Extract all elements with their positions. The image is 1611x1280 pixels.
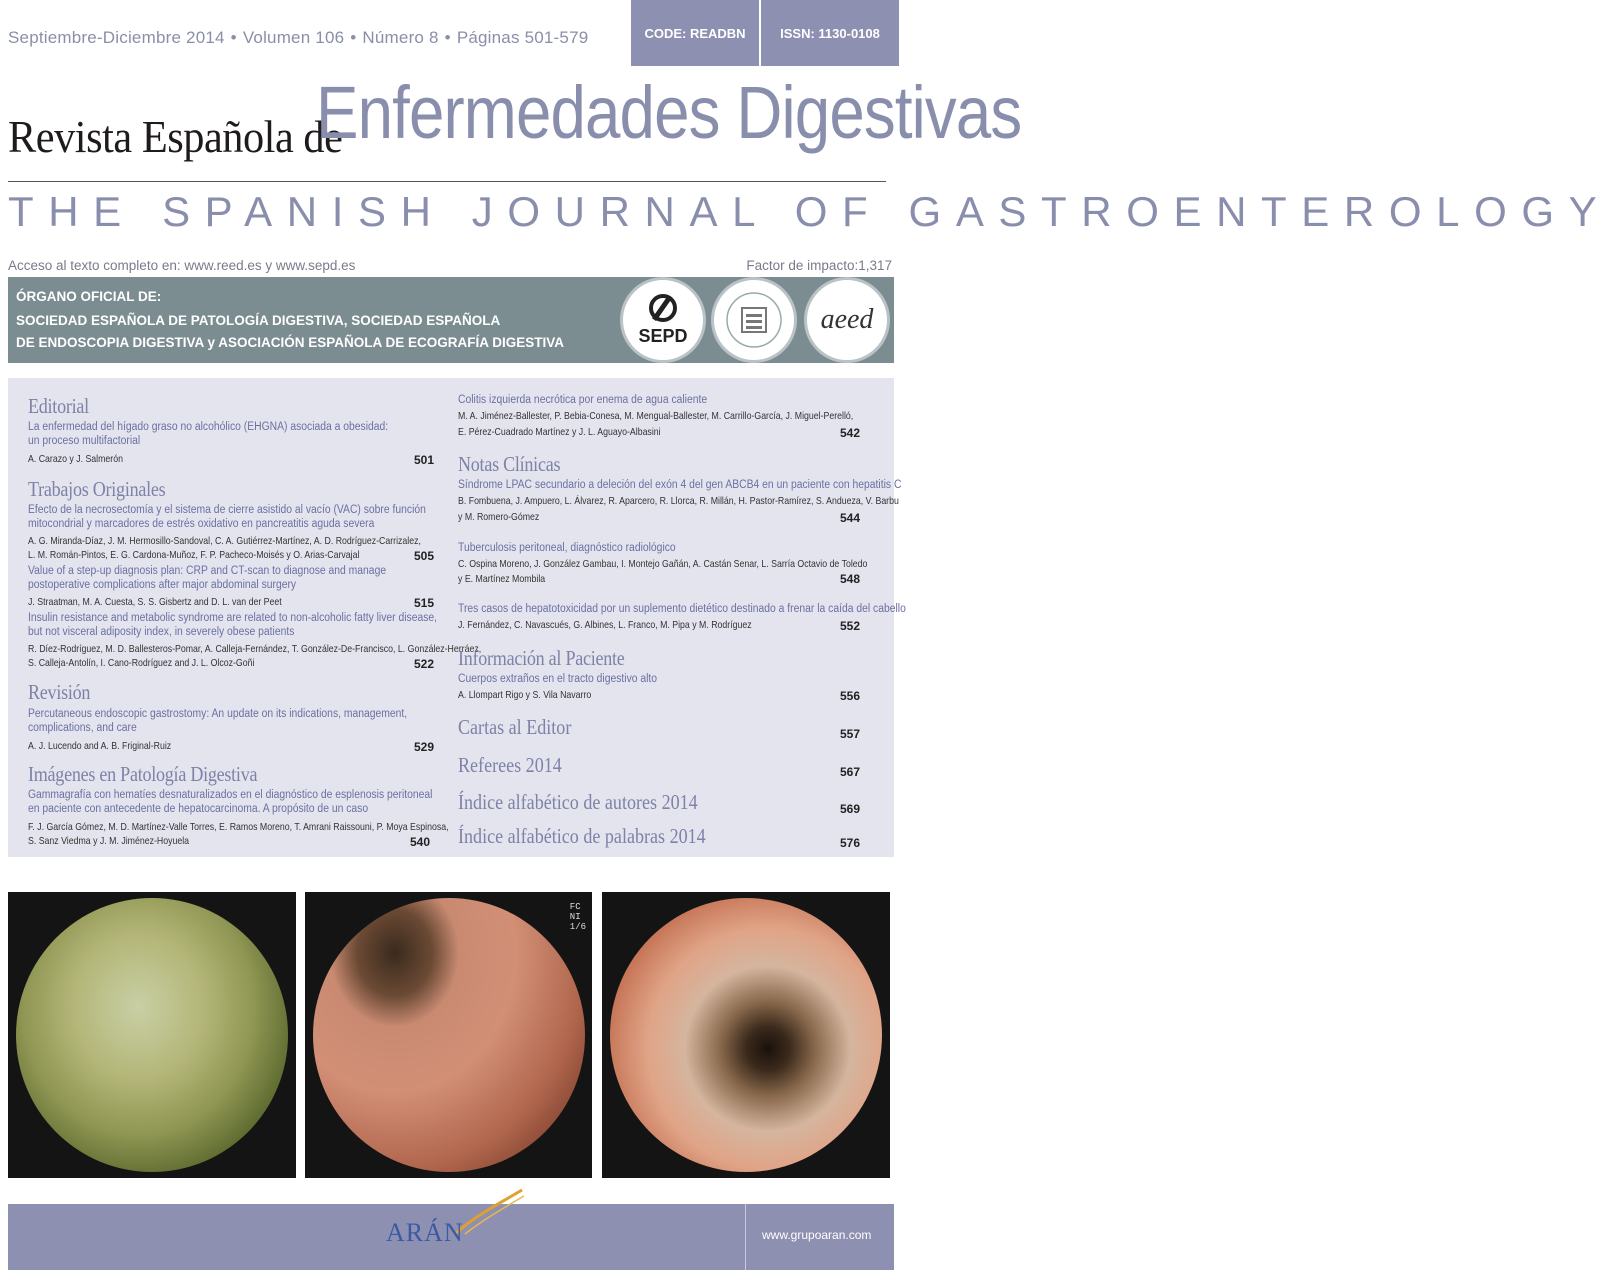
- page-number: 569: [840, 802, 861, 816]
- article-authors: y E. Martínez Mombila: [458, 574, 546, 585]
- page-number: 501: [414, 453, 435, 467]
- article-authors: B. Fombuena, J. Ampuero, L. Álvarez, R. Aparcero, R. Llorca, R. Millán, H. Pastor-Ramírez, S. Andueza, V. Barbu: [458, 496, 899, 507]
- impact-factor: Factor de impacto:1,317: [746, 258, 892, 273]
- issue-number: Número 8: [362, 28, 439, 47]
- article-title[interactable]: Síndrome LPAC secundario a deleción del exón 4 del gen ABCB4 en un paciente con hepatitis C: [458, 479, 902, 491]
- page-number: 540: [410, 835, 431, 849]
- publisher-website[interactable]: www.grupoaran.com: [762, 1228, 872, 1242]
- article-authors: L. M. Román-Pintos, E. G. Cardona-Muñoz, F. P. Pacheco-Moisés y O. Arias-Carvajal: [28, 550, 360, 561]
- aeed-logo-text: aeed: [820, 304, 874, 335]
- article-authors: S. Calleja-Antolín, I. Cano-Rodríguez and J. L. Olcoz-Goñi: [28, 658, 255, 669]
- article-authors: A. Llompart Rigo y S. Vila Navarro: [458, 690, 592, 701]
- article-authors: J. Straatman, M. A. Cuesta, S. S. Gisbertz and D. L. van der Peet: [28, 597, 282, 608]
- article-title[interactable]: postoperative complications after major abdominal surgery: [28, 579, 297, 591]
- endoscopy-view: [16, 898, 288, 1172]
- article-title[interactable]: Efecto de la necrosectomía y el sistema de cierre asistido al vacío (VAC) sobre función: [28, 504, 426, 516]
- article-title[interactable]: un proceso multifactorial: [28, 435, 141, 447]
- seed-logo: [711, 277, 797, 363]
- masthead-title-part2: Enfermedades Digestivas: [316, 71, 1022, 154]
- endoscopy-view: [313, 898, 585, 1172]
- page-number: 544: [840, 511, 861, 525]
- article-title[interactable]: Colitis izquierda necrótica por enema de agua caliente: [458, 394, 708, 406]
- code-badge: CODE: READBN: [631, 0, 759, 66]
- footer-divider: [745, 1204, 746, 1270]
- article-authors: C. Ospina Moreno, J. González Gambau, I. Montejo Gañán, A. Castán Senar, L. Sarría Octavio de Toledo: [458, 559, 868, 570]
- section-indice-autores[interactable]: Índice alfabético de autores 2014: [458, 790, 698, 814]
- page-number: 552: [840, 619, 861, 633]
- section-indice-palabras[interactable]: Índice alfabético de palabras 2014: [458, 824, 706, 848]
- article-title[interactable]: complications, and care: [28, 722, 137, 734]
- endoscope-overlay-text: FC NI 1/6: [569, 902, 586, 932]
- article-authors: A. G. Miranda-Díaz, J. M. Hermosillo-Sandoval, C. A. Gutiérrez-Martínez, A. D. Rodríguez-Carrizalez,: [28, 536, 421, 547]
- article-title[interactable]: Cuerpos extraños en el tracto digestivo alto: [458, 673, 658, 685]
- publisher-logo: ARÁN: [386, 1218, 464, 1247]
- page-number: 515: [414, 596, 435, 610]
- article-title[interactable]: Gammagrafía con hematíes desnaturalizados en el diagnóstico de esplenosis peritoneal: [28, 789, 433, 801]
- article-authors: A. J. Lucendo and A. B. Friginal-Ruiz: [28, 741, 172, 752]
- table-of-contents: [8, 378, 906, 857]
- section-revision: Revisión: [28, 680, 91, 704]
- article-authors: F. J. García Gómez, M. D. Martínez-Valle Torres, E. Ramos Moreno, T. Amrani Raissouni, P. Moya Espinosa,: [28, 822, 449, 833]
- sepd-icon: [649, 294, 677, 322]
- organ-line-2: SOCIEDAD ESPAÑOLA DE PATOLOGÍA DIGESTIVA, SOCIEDAD ESPAÑOLA: [16, 313, 501, 328]
- page-number: 567: [840, 765, 861, 779]
- issue-volume: Volumen 106: [242, 28, 345, 47]
- masthead-title-part1: Revista Española de: [8, 111, 343, 162]
- endoscopy-image-3: [602, 892, 890, 1178]
- article-title[interactable]: Tres casos de hepatotoxicidad por un suplemento dietético destinado a frenar la caída del cabello: [458, 603, 906, 615]
- organ-line-3: DE ENDOSCOPIA DIGESTIVA y ASOCIACIÓN ESPAÑOLA DE ECOGRAFÍA DIGESTIVA: [16, 335, 565, 350]
- masthead-subtitle: THE SPANISH JOURNAL OF GASTROENTEROLOGY: [8, 188, 1611, 235]
- article-title[interactable]: Percutaneous endoscopic gastrostomy: An update on its indications, management,: [28, 708, 408, 720]
- section-trabajos-originales: Trabajos Originales: [28, 477, 166, 501]
- access-link-text: Acceso al texto completo en: www.reed.es y www.sepd.es: [8, 258, 356, 273]
- page-number: 576: [840, 836, 861, 850]
- page-number: 542: [840, 426, 861, 440]
- aeed-logo: [804, 277, 890, 363]
- organ-line-1: ÓRGANO OFICIAL DE:: [16, 289, 162, 304]
- page-number: 522: [414, 657, 435, 671]
- article-authors: M. A. Jiménez-Ballester, P. Bebia-Conesa, M. Mengual-Ballester, M. Carrillo-García, J. Miguel-Perelló,: [458, 411, 854, 422]
- issue-info: Septiembre-Diciembre 2014 • Volumen 106 • Número 8 • Páginas 501-579: [8, 28, 589, 47]
- endoscopy-image-2: [305, 892, 592, 1178]
- issue-pages: Páginas 501-579: [456, 28, 589, 47]
- section-imagenes: Imágenes en Patología Digestiva: [28, 762, 258, 786]
- section-referees[interactable]: Referees 2014: [458, 753, 562, 777]
- issue-period: Septiembre-Diciembre 2014: [8, 28, 225, 47]
- page-number: 556: [840, 689, 861, 703]
- endoscopy-view: [610, 898, 882, 1172]
- seed-emblem-icon: [724, 290, 784, 350]
- page-number: 548: [840, 572, 861, 586]
- publisher-footer: [8, 1204, 894, 1270]
- article-authors: y M. Romero-Gómez: [458, 512, 540, 523]
- article-title[interactable]: en paciente con antecedente de hepatocarcinoma. A propósito de un caso: [28, 803, 369, 815]
- masthead-rule: [8, 181, 886, 182]
- article-title[interactable]: Value of a step-up diagnosis plan: CRP and CT-scan to diagnose and manage: [28, 565, 387, 577]
- section-editorial: Editorial: [28, 394, 89, 418]
- sepd-logo: [620, 277, 706, 363]
- official-organ-band: [8, 277, 894, 363]
- article-title[interactable]: Tuberculosis peritoneal, diagnóstico radiológico: [458, 542, 676, 554]
- article-authors: E. Pérez-Cuadrado Martínez y J. L. Aguayo-Albasini: [458, 427, 661, 438]
- article-title[interactable]: mitocondrial y marcadores de estrés oxidativo en pancreatitis aguda severa: [28, 518, 375, 530]
- page-number: 529: [414, 740, 435, 754]
- article-title[interactable]: La enfermedad del hígado graso no alcohólico (EHGNA) asociada a obesidad:: [28, 421, 389, 433]
- section-notas-clinicas: Notas Clínicas: [458, 452, 561, 476]
- article-authors: A. Carazo y J. Salmerón: [28, 454, 123, 465]
- sepd-logo-text: SEPD: [638, 325, 688, 346]
- page-number: 557: [840, 727, 861, 741]
- endoscopy-image-1: [8, 892, 296, 1178]
- article-authors: S. Sanz Viedma y J. M. Jiménez-Hoyuela: [28, 836, 190, 847]
- page-number: 505: [414, 549, 435, 563]
- issn-badge: ISSN: 1130-0108: [761, 0, 899, 66]
- article-authors: R. Díez-Rodríguez, M. D. Ballesteros-Pomar, A. Calleja-Fernández, T. González-De-Francisco, L. González-Herráez,: [28, 644, 482, 655]
- article-authors: J. Fernández, C. Navascués, G. Albines, L. Franco, M. Pipa y M. Rodríguez: [458, 620, 752, 631]
- article-title[interactable]: Insulin resistance and metabolic syndrome are related to non-alcoholic fatty liver disease,: [28, 612, 438, 624]
- section-informacion-paciente: Información al Paciente: [458, 646, 625, 670]
- article-title[interactable]: but not visceral adiposity index, in severely obese patients: [28, 626, 295, 638]
- section-cartas[interactable]: Cartas al Editor: [458, 715, 572, 739]
